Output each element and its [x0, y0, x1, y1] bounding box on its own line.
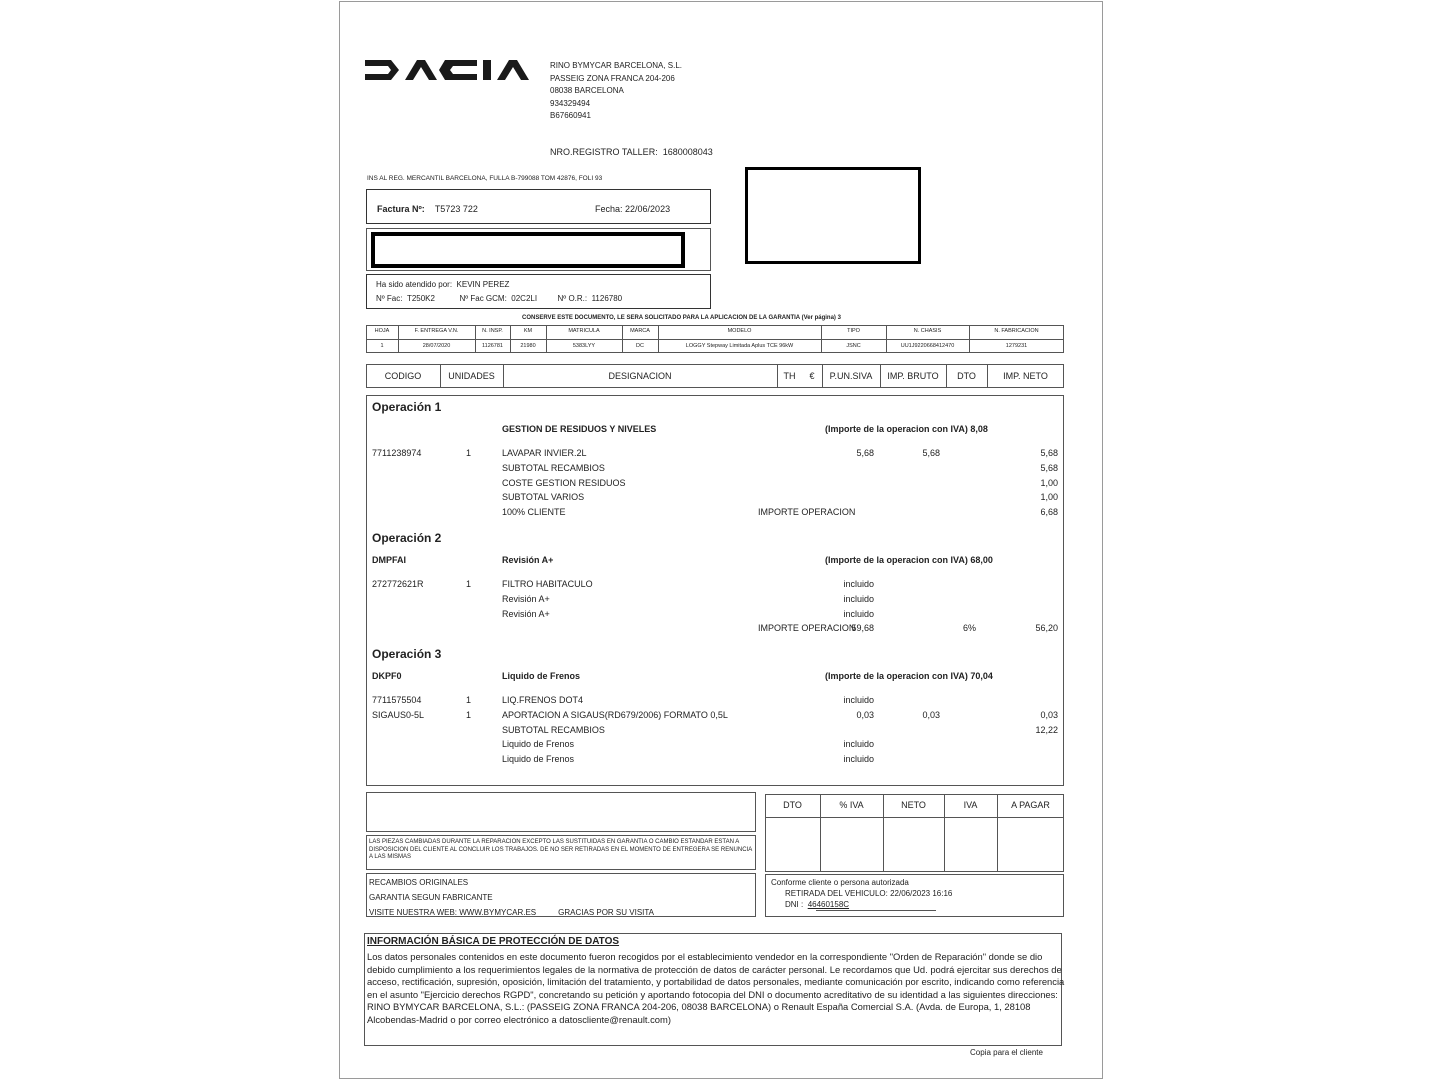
operation-title: Operación 1 [372, 400, 442, 414]
vehicle-value-cell: LOGGY Stepway Limitada Aplus TCE 96kW [685, 343, 794, 349]
line-units: 1 [466, 695, 472, 705]
operation-importe: (Importe de la operacion con IVA) 68,00 [825, 555, 993, 565]
redacted-address-box [745, 167, 921, 264]
column-header-cell: TH [783, 371, 796, 381]
line-units: 1 [466, 448, 472, 458]
line-net: 56,20 [1035, 623, 1058, 634]
dacia-logo-icon [365, 60, 540, 80]
copy-label: Copia para el cliente [970, 1048, 1043, 1057]
vehicle-header-cell: TIPO [847, 328, 860, 334]
line-description: SUBTOTAL VARIOS [502, 492, 585, 503]
line-net: 12,22 [1035, 724, 1058, 735]
vehicle-value-cell: DC [636, 343, 644, 349]
dealer-street: PASSEIG ZONA FRANCA 204-206 [550, 73, 675, 83]
client-confirm: Conforme cliente o persona autorizada RETIRADA DEL VEHICULO: 22/06/2023 16:16 DNI : 46460158C [771, 878, 953, 909]
privacy-text: Los datos personales contenidos en este documento fueron recogidos por el establecimiento vendedor en la correspondiente "Orden de Reparación" donde se dio debido cumplimiento a los requerimientos legales de la normativa de protección de datos de carácter personal. Le recordamos que Ud. podrá ejercitar sus derechos de acceso, rectificación, supresión, oposición, limitación del tratamiento, y portabilidad de datos personales, mediante comunicación por escrito, indicando como referencia en el asunto "Ejercicio derechos RGPD", concretando su petición y aportando fotocopia del DNI o documento acreditativo de su identidad a las siguientes direcciones: RINO BYMYCAR BARCELONA, S.L.: (PASSEIG ZONA FRANCA 204-206, 08038 BARCELONA) o Renault España Comercial S.A. (Avda. de Europa, 1, 28108 Alcobendas-Madrid o por correo electrónico a datoscliente@renault.com) [367, 951, 1065, 1025]
line-description: Liquido de Frenos [502, 739, 575, 750]
vehicle-header-cell: N. CHASIS [913, 328, 942, 334]
line-code: 7711575504 [372, 695, 422, 705]
totals-header-cell: DTO [783, 800, 802, 810]
line-description: Liquido de Frenos [502, 754, 575, 765]
dealer-address [550, 60, 682, 123]
operation-importe: (Importe de la operacion con IVA) 8,08 [825, 424, 988, 434]
parts-notice: LAS PIEZAS CAMBIADAS DURANTE LA REPARACION EXCEPTO LAS SUSTITUIDAS EN GARANTIA O CAMBIO ESTANDAR ESTAN A DISPOSICION DEL CLIENTE AL CONCLUIR LOS TRABAJOS. DE NO SER RETIRADAS EN EL MOMENTO DE ENTREGERA SE RENUNCIA A LAS MISMAS [369, 839, 752, 860]
fac-numbers: Nº Fac: T250K2 Nº Fac GCM: 02C2LI Nº O.R.: 1126780 [376, 294, 623, 303]
operation-title: Operación 3 [372, 647, 442, 661]
invoice-date: Fecha: 22/06/2023 [595, 204, 671, 214]
line-unit-price: 5,68 [856, 448, 874, 458]
column-header-cell: P.UN.SIVA [829, 371, 873, 381]
vehicle-value-cell: 5383LYY [572, 343, 596, 349]
operation-name: GESTION DE RESIDUOS Y NIVELES [502, 424, 657, 434]
privacy-title: INFORMACIÓN BÁSICA DE PROTECCIÓN DE DATOS [367, 936, 620, 947]
line-unit-price: incluido [843, 608, 874, 619]
line-description: SUBTOTAL RECAMBIOS [502, 462, 605, 473]
operation-total-label: IMPORTE OPERACION [758, 623, 856, 634]
operation-total-label: IMPORTE OPERACION [758, 507, 856, 518]
line-code: SIGAUS0-5L [372, 709, 425, 720]
column-header-cell: IMP. BRUTO [887, 371, 939, 381]
line-description: Revisión A+ [502, 608, 550, 619]
column-header-cell: IMP. NETO [1003, 371, 1048, 381]
invoice-page [339, 1, 1103, 1079]
invoice-number: Factura Nº: T5723 722 [377, 204, 478, 214]
vehicle-value-cell: 1279231 [1005, 343, 1028, 349]
vehicle-header-cell: MATRICULA [568, 328, 600, 334]
totals-divider [765, 817, 1064, 818]
vehicle-header-cell: N. FABRICACION [994, 328, 1039, 334]
line-unit-price: 0,03 [856, 709, 874, 720]
signature-line [816, 910, 936, 911]
store-notes: RECAMBIOS ORIGINALES GARANTIA SEGUN FABRICANTE VISITE NUESTRA WEB: WWW.BYMYCAR.ES GRACIAS POR SU VISITA [369, 878, 655, 917]
line-description: LIQ.FRENOS DOT4 [502, 695, 584, 705]
workshop-reg-number: 1680008043 [662, 147, 713, 157]
line-units: 1 [466, 579, 472, 589]
operation-name: Liquido de Frenos [502, 671, 580, 681]
line-net: 1,00 [1040, 477, 1058, 488]
totals-header-cell: IVA [963, 800, 978, 810]
workshop-registry: NRO.REGISTRO TALLER: 1680008043 [550, 147, 713, 157]
vehicle-value-cell: JSNC [846, 343, 861, 349]
vehicle-header-cell: N. INSP. [482, 328, 503, 334]
line-unit-price: incluido [843, 754, 874, 765]
line-description: APORTACION A SIGAUS(RD679/2006) FORMATO 0,5L [502, 709, 728, 720]
vehicle-header-cell: F. ENTREGA V.N. [414, 328, 459, 334]
dealer-phone: 934329494 [550, 98, 591, 108]
dealer-cif: B67660941 [550, 111, 591, 120]
line-discount: 6% [962, 623, 976, 634]
empty-notes-box [366, 792, 756, 832]
dacia-logo [365, 60, 540, 80]
totals-header-cell: NETO [901, 800, 926, 810]
redacted-client-data [371, 232, 685, 268]
line-description: COSTE GESTION RESIDUOS [502, 477, 626, 488]
line-unit-price: incluido [843, 579, 874, 589]
totals-header-cell: % IVA [839, 800, 864, 810]
line-net: 6,68 [1040, 507, 1058, 518]
vehicle-value-cell: 1126781 [481, 343, 503, 349]
operation-code: DKPF0 [372, 671, 402, 681]
line-description: FILTRO HABITACULO [502, 579, 593, 589]
line-description: SUBTOTAL RECAMBIOS [502, 724, 605, 735]
column-header-cell: DTO [957, 371, 976, 381]
line-description: 100% CLIENTE [502, 507, 566, 518]
line-code: 7711238974 [372, 448, 422, 458]
vehicle-header-cell: HOJA [374, 328, 390, 334]
line-units: 1 [466, 709, 472, 720]
line-net: 0,03 [1040, 709, 1058, 720]
line-description: Revisión A+ [502, 593, 550, 604]
vehicle-value-cell: 28/07/2020 [422, 343, 451, 349]
line-unit-price: incluido [843, 593, 874, 604]
vehicle-table-divider [366, 339, 1064, 340]
dealer-name: RINO BYMYCAR BARCELONA, S.L. [550, 61, 683, 70]
line-unit-price: 59,68 [851, 623, 874, 634]
vehicle-value-cell: 21980 [520, 343, 536, 349]
column-header-cell: UNIDADES [448, 371, 495, 381]
operation-name: Revisión A+ [502, 555, 554, 565]
client-dni: 46460158C [807, 900, 850, 909]
line-unit-price: incluido [843, 739, 874, 750]
line-gross: 0,03 [922, 709, 940, 720]
operation-importe: (Importe de la operacion con IVA) 70,04 [825, 671, 993, 681]
line-net: 5,68 [1040, 448, 1058, 458]
operation-code: DMPFAI [372, 555, 407, 565]
line-description: LAVAPAR INVIER.2L [502, 448, 587, 458]
totals-header-cell: A PAGAR [1011, 800, 1050, 810]
line-net: 1,00 [1040, 492, 1058, 503]
warranty-note: CONSERVE ESTE DOCUMENTO, LE SERA SOLICITADO PARA LA APLICACION DE LA GARANTIA (Ver página) 3 [522, 315, 841, 321]
line-net: 5,68 [1040, 462, 1058, 473]
dealer-city: 08038 BARCELONA [550, 86, 624, 95]
vehicle-header-cell: MODELO [727, 328, 752, 334]
column-header-cell: CODIGO [384, 371, 422, 381]
line-unit-price: incluido [843, 695, 874, 705]
column-header-cell: € [809, 371, 815, 381]
vehicle-header-cell: KM [523, 328, 533, 334]
vehicle-value-cell: UU1J9220668412470 [900, 343, 955, 349]
line-code: 272772621R [372, 579, 424, 589]
column-header-cell: DESIGNACION [608, 371, 672, 381]
attended-by: Ha sido atendido por: KEVIN PEREZ [376, 280, 510, 289]
line-gross: 5,68 [922, 448, 940, 458]
vehicle-value-cell: 1 [380, 343, 384, 349]
vehicle-header-cell: MARCA [630, 328, 650, 334]
mercantile-registry: INS AL REG. MERCANTIL BARCELONA, FULLA B-799088 TOM 42876, FOLI 93 [367, 175, 603, 182]
operation-title: Operación 2 [372, 531, 442, 545]
